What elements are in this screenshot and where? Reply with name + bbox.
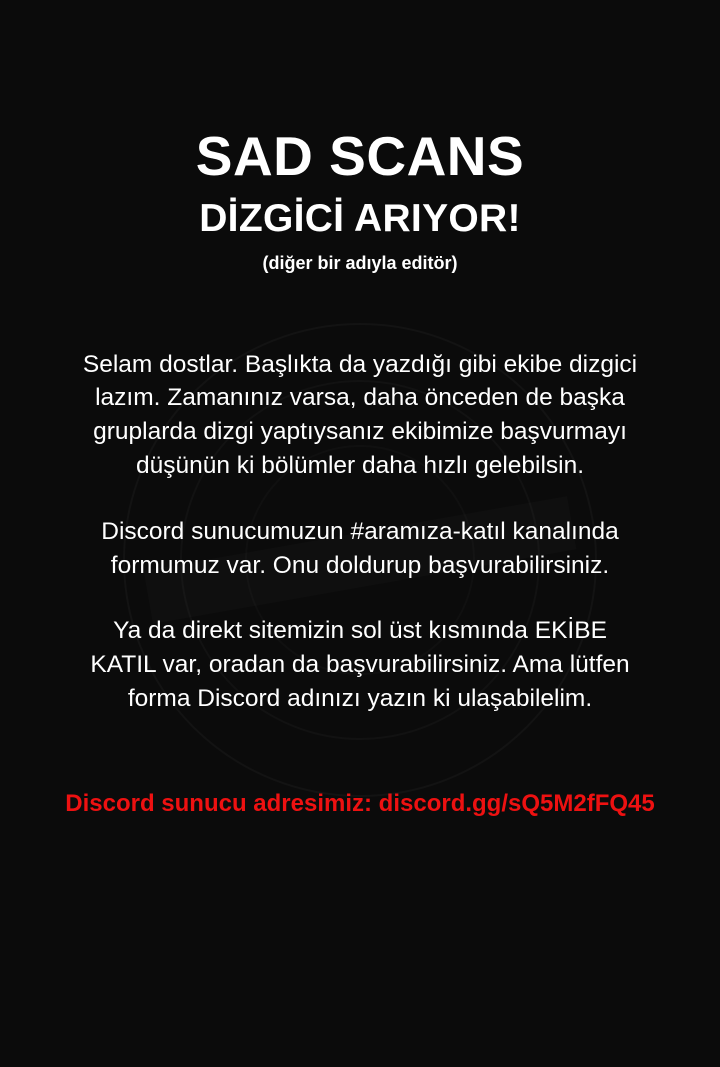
page-title: SAD SCANS: [195, 125, 525, 187]
discord-invite-text[interactable]: Discord sunucu adresimiz: discord.gg/sQ5M2fFQ45: [65, 789, 655, 817]
paragraph-discord-form: Discord sunucumuzun #aramıza-katıl kanalında formumuz var. Onu doldurup başvurabilirsiniz.: [101, 517, 619, 579]
paragraph-site-join: Ya da direkt sitemizin sol üst kısmında EKİBE KATIL var, oradan da başvurabilirsiniz. Ama lütfen forma Discord adınızı yazın ki ulaşabilelim.: [90, 617, 630, 713]
page-subtitle: DİZGİCİ ARIYOR!: [199, 196, 521, 240]
paragraph-intro: Selam dostlar. Başlıkta da yazdığı gibi ekibe dizgici lazım. Zamanınız varsa, daha önceden de başka gruplarda dizgi yaptıysanız ekibimize başvurmayı düşünün ki bölümler daha hızlı gelebilsin.: [82, 350, 638, 480]
subtitle-note: (diğer bir adıyla editör): [262, 252, 458, 273]
